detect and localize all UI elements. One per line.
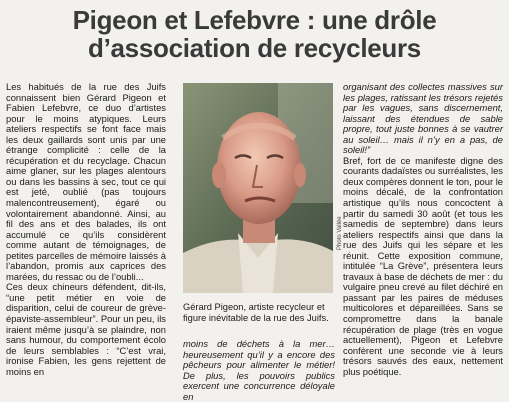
col3-paragraph-2: Bref, fort de ce manifeste digne des courants dadaïstes ou surréalistes, les deux compères donnent le ton, pour le moins décalé, de la confrontation artistique qu’ils nous concoctent à partir du samedi 30 août (et tous les samedis de septembre) dans leurs ateliers respectifs ainsi que dans la rue des Juifs qui les sépare et les réunit. Cette exposition commune, intitulée “La Grève”, présentera leurs travaux à base de déchets de mer : du vulgaire pneu crevé au filet déchiré en passant par les paires de méduses multicolores et dépareillées. Sans se compromettre dans la banale récupération de plage (très en vogue actuellement), Pigeon et Lefebvre confèrent une seconde vie à leurs trésors sauvés des eaux, nettement plus poétique. xyxy=(343,154,504,377)
title-line-1: Pigeon et Lefebvre : une drôle xyxy=(72,5,437,35)
title-line-2: d’association de recycleurs xyxy=(88,33,421,63)
article-title xyxy=(0,6,509,62)
col3-paragraph-1: organisant des collectes massives sur les plages, ratissant les trésors rejetés par les vagues, sans discernement, laissant des étendues de sable propre, tout juste bonnes à se vautrer au soleil… mais il n’y en a pas, de soleil!” xyxy=(343,81,503,156)
photo-credit: Photo Vallée xyxy=(337,216,343,250)
col1-paragraph-1: Les habitués de la rue des Juifs connaissent bien Gérard Pigeon et Fabien Lefebvre, ce duo d’artistes pour le moins atypiques. Leurs ateliers respectifs se font face mais les deux gaillards sont unis par une étrange complicité : celle de la récupération et du recyclage. Chacun aime glaner, sur les plages alentours ou dans les bassins à sec, tout ce qui est jeté, oublié (pas toujours malencontreusement), égaré ou volontairement abandonné. Ainsi, au fil des ans et des balades, ils ont accumulé ce qu’ils considèrent comme autant de témoignages, de petites parcelles de mémoire laissés à l’abandon, promis aux caprices des marées, du ressac ou de l’oubli... xyxy=(6,81,166,282)
column-3 xyxy=(343,82,503,377)
photo-caption: Gérard Pigeon, artiste recycleur et figure inévitable de la rue des Juifs. xyxy=(183,302,329,323)
column-1 xyxy=(6,82,166,377)
col1-paragraph-2: Ces deux chineurs défendent, dit-ils, “une petit métier en voie de disparition, celui de coureur de grève-épaviste-assembleur”. Pour un peu, ils iraient même jusqu’à se plaindre, non sans humour, du comportement écolo de leurs semblables : “C’est vrai, ironise Fabien, les gens rejettent de moins en xyxy=(6,281,166,377)
column-2: moins de déchets à la mer… heureusement qu’il y a encore des pêcheurs pour alimenter le métier! De plus, les pouvoirs publics exercent une concurrence déloyale en xyxy=(183,338,335,402)
portrait-illustration xyxy=(183,83,333,293)
portrait-photo xyxy=(183,83,333,293)
